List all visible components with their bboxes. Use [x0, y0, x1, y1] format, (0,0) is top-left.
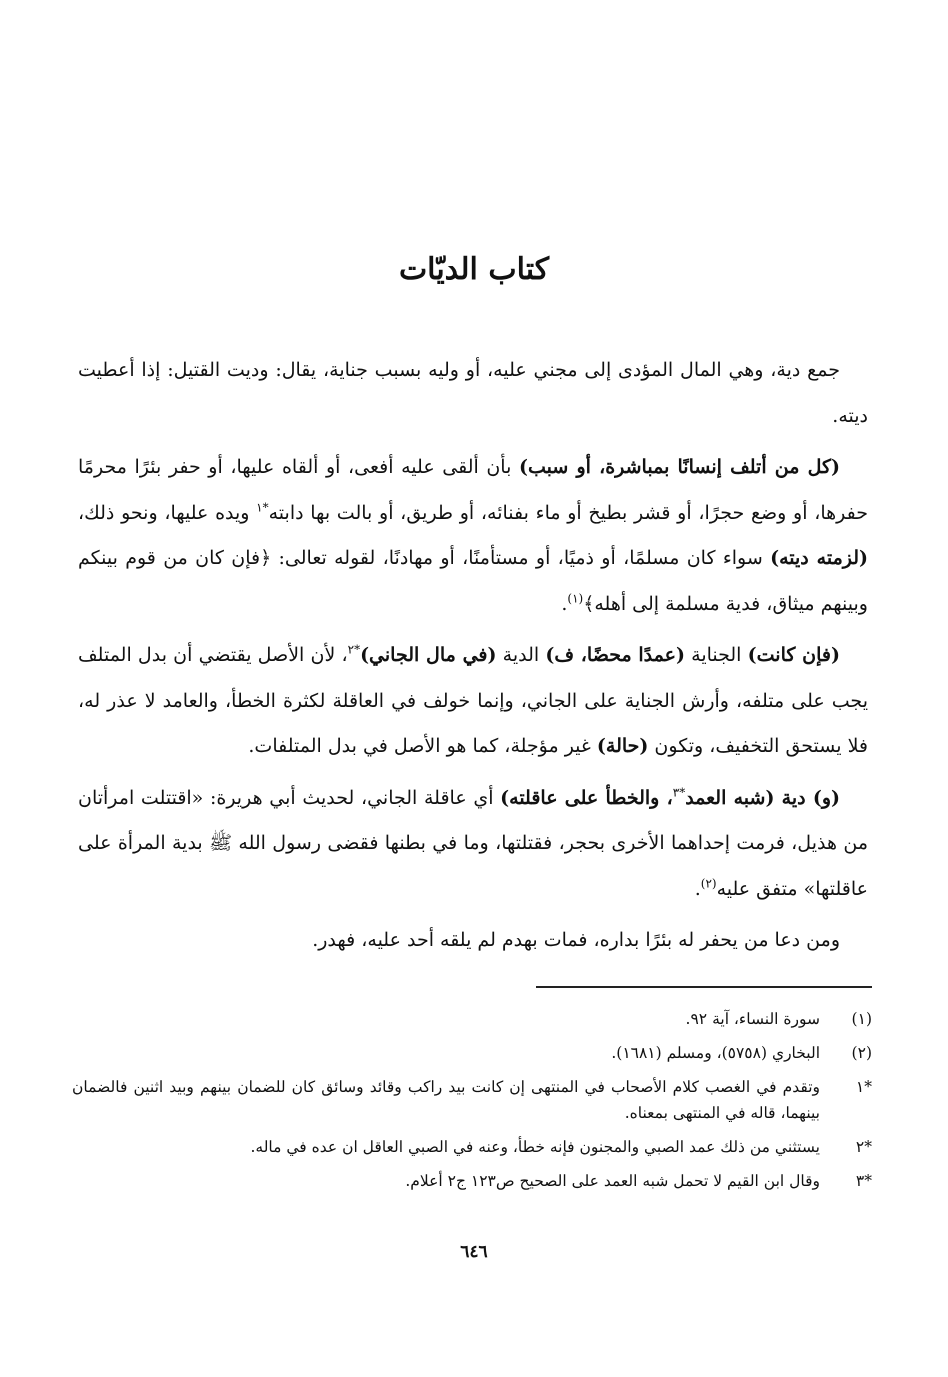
footnote-ref[interactable]: *١ — [256, 500, 269, 515]
matn-text: (كل من أتلف إنسانًا بمباشرة، أو سبب) — [518, 456, 840, 478]
paragraph-well — [78, 918, 868, 964]
footnote-text: البخاري (٥٧٥٨)، ومسلم (١٦٨١). — [611, 1044, 820, 1062]
paragraph-intentional — [78, 633, 868, 770]
footnote-text: يستثني من ذلك عمد الصبي والمجنون فإنه خطأ، وعنه في الصبي العاقل ان عده في ماله. — [250, 1138, 820, 1156]
footnote-item — [72, 1168, 872, 1194]
footnote-item — [72, 1006, 872, 1032]
footnote-ref[interactable]: *٣ — [672, 785, 686, 800]
footnote-ref[interactable]: (٢) — [700, 876, 717, 891]
footnote-text: سورة النساء، آية ٩٢. — [685, 1010, 820, 1028]
matn-text: (حالة) — [596, 735, 649, 757]
paragraph-text: جمع دية، وهي المال المؤدى إلى مجني عليه، أو وليه بسبب جناية، يقال: وديت القتيل: إذا أعطيت ديته. — [78, 359, 868, 427]
footnote-mark: (٢) — [851, 1044, 872, 1062]
footnote-ref[interactable]: *٢ — [347, 642, 361, 657]
footnote-mark: (١) — [851, 1010, 872, 1028]
footnote-text: وتقدم في الغصب كلام الأصحاب في المنتهى إن كانت بيد راكب وقائد وسائق كان للضمان بينهم وبيد اثنين فالضمان بينهما، قاله في المنتهى بمعناه. — [72, 1078, 820, 1122]
paragraph-quasi-intentional — [78, 776, 868, 913]
matn-text: (لزمته ديته) — [770, 547, 869, 569]
paragraph-text: سواء كان مسلمًا، أو ذميًا، أو مستأمنًا، أو مهادنًا، لقوله تعالى: ﴿فإن كان من قوم بينكم وبينهم ميثاق، فدية مسلمة إلى أهله﴾ — [78, 547, 868, 615]
paragraph-text: ، لأن الأصل يقتضي أن بدل المتلف يجب على متلفه، وأرش الجناية على الجاني، وإنما خولف في العاقلة لكثرة الخطأ، والعامد لا عذر له، فلا يستحق التخفيف، وتكون — [78, 644, 868, 757]
footnote-ref[interactable]: (١) — [567, 591, 584, 606]
footnote-item — [72, 1134, 872, 1160]
main-text — [78, 348, 868, 970]
chapter-title: كتاب الديّات — [398, 252, 550, 287]
matn-text: (عمدًا محضًا، ف) — [545, 644, 685, 666]
paragraph-liability — [78, 445, 868, 627]
footnote-mark: *١ — [855, 1078, 872, 1096]
footnote-mark: *٣ — [855, 1172, 872, 1190]
paragraph-text: ومن دعا من يحفر له بئرًا بداره، فمات بهدم لم يلقه أحد عليه، فهدر. — [312, 929, 840, 951]
paragraph-definition — [78, 348, 868, 439]
footnotes — [72, 1006, 872, 1202]
footnote-separator — [536, 986, 872, 988]
footnote-item — [72, 1040, 872, 1066]
footnote-text: وقال ابن القيم لا تحمل شبه العمد على الصحيح ص١٢٣ ج٢ أعلام. — [405, 1172, 820, 1190]
paragraph-text: أي عاقلة الجاني، لحديث أبي هريرة: «اقتتلت امرأتان من هذيل، فرمت إحداهما الأخرى بحجر، فقتلتها، وما في بطنها فقضى رسول الله ﷺ بدية المرأة على عاقلتها» متفق عليه — [78, 786, 868, 900]
paragraph-text: . — [694, 877, 701, 900]
paragraph-text: غير مؤجلة، كما هو الأصل في بدل المتلفات. — [248, 735, 597, 757]
matn-text: ، والخطأ على عاقلته) — [500, 786, 673, 809]
page-number: ٦٤٦ — [460, 1242, 488, 1262]
matn-text: (في مال الجاني) — [360, 644, 497, 666]
paragraph-text: الدية — [496, 644, 546, 666]
paragraph-text: الجناية — [684, 644, 748, 666]
matn-text: (فإن كانت) — [747, 644, 840, 666]
paragraph-text: بأن ألقى عليه أفعى، أو ألقاه عليها، أو حفر بئرًا محرمًا حفرها، أو وضع حجرًا، أو قشر بطيخ أو ماء بفنائه، أو طريق، أو بالت بها دابته — [78, 456, 868, 524]
paragraph-text: . — [561, 592, 568, 615]
footnote-mark: *٢ — [855, 1138, 872, 1156]
paragraph-text: ويده عليها، ونحو ذلك، — [78, 501, 257, 524]
footnote-item — [72, 1074, 872, 1126]
matn-text: (و) دية (شبه العمد — [685, 786, 840, 809]
